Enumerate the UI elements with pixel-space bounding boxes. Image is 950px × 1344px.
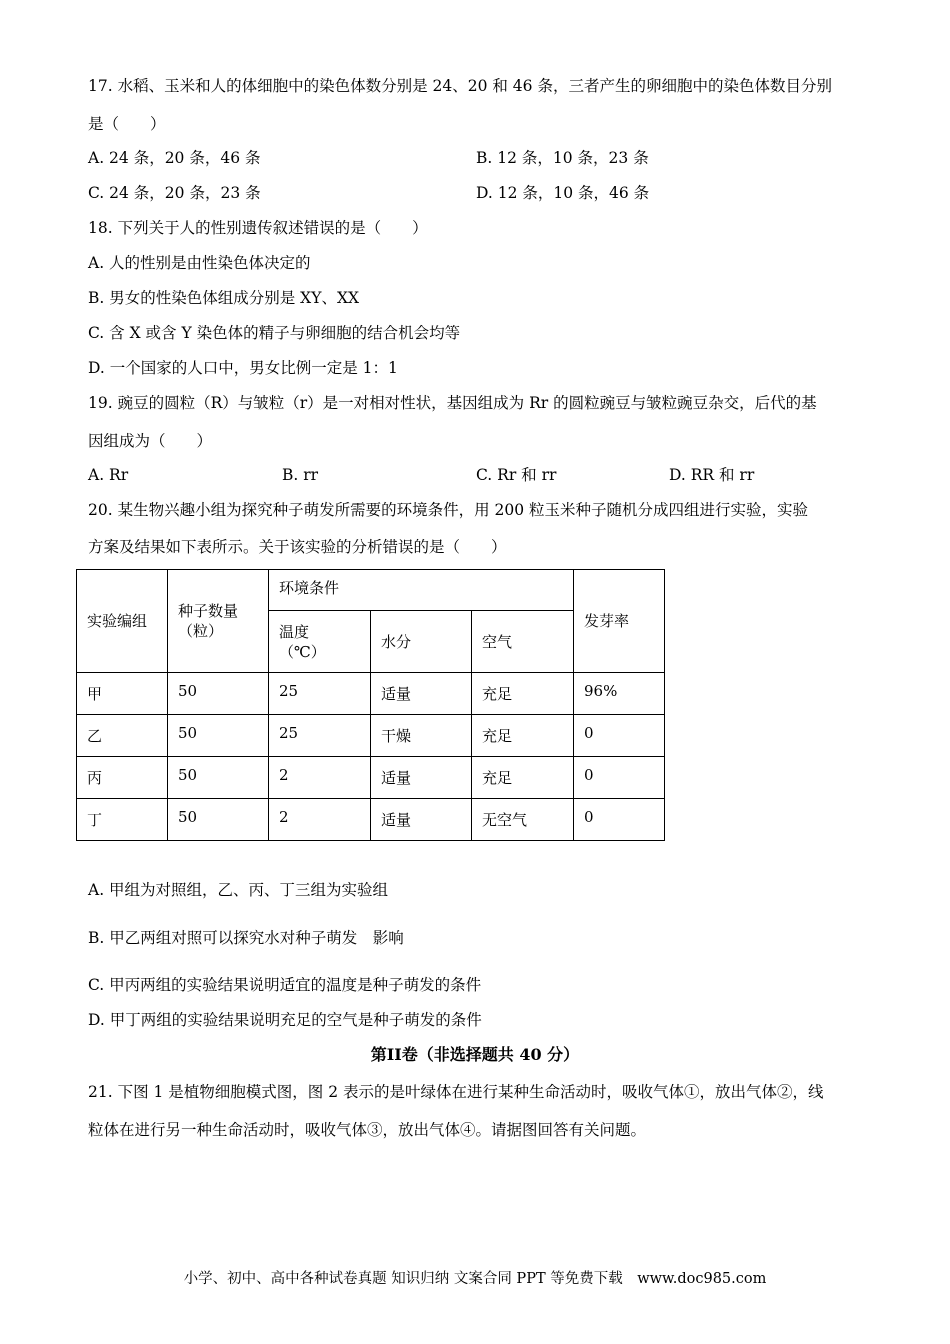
q18-option-c: C. 含 X 或含 Y 染色体的精子与卵细胞的结合机会均等 xyxy=(88,324,461,342)
q21-stem-line1: 21. 下图 1 是植物细胞模式图，图 2 表示的是叶绿体在进行某种生命活动时，吸收气体①，放出气体②，线 xyxy=(88,1083,824,1101)
cell-air: 无空气 xyxy=(472,799,574,841)
q18-stem: 18. 下列关于人的性别遗传叙述错误的是（ ） xyxy=(88,219,428,237)
cell-group: 甲 xyxy=(77,673,168,715)
q20-stem-line2: 方案及结果如下表所示。关于该实验的分析错误的是（ ） xyxy=(88,538,507,556)
cell-air: 充足 xyxy=(472,673,574,715)
cell-temp: 25 xyxy=(269,673,371,715)
cell-rate: 0 xyxy=(574,799,665,841)
q19-stem-line2: 因组成为（ ） xyxy=(88,432,213,450)
cell-water: 干燥 xyxy=(371,715,472,757)
header-group: 实验编组 xyxy=(77,570,168,673)
q19-option-a: A. Rr xyxy=(88,466,129,484)
q17-stem-line2: 是（ ） xyxy=(88,115,166,133)
q20-option-d: D. 甲丁两组的实验结果说明充足的空气是种子萌发的条件 xyxy=(88,1011,482,1029)
header-temp-line1: 温度 xyxy=(279,622,310,641)
cell-water: 适量 xyxy=(371,799,472,841)
header-air: 空气 xyxy=(472,611,574,673)
q18-option-d: D. 一个国家的人口中，男女比例一定是 1：1 xyxy=(88,359,398,377)
cell-seeds: 50 xyxy=(168,673,269,715)
cell-air: 充足 xyxy=(472,757,574,799)
header-env: 环境条件 xyxy=(269,570,574,611)
q19-option-d: D. RR 和 rr xyxy=(669,466,755,484)
cell-rate: 0 xyxy=(574,715,665,757)
q18-option-b: B. 男女的性染色体组成分别是 XY、XX xyxy=(88,289,360,307)
q19-stem-line1: 19. 豌豆的圆粒（R）与皱粒（r）是一对相对性状，基因组成为 Rr 的圆粒豌豆与皱粒豌豆杂交，后代的基 xyxy=(88,394,817,412)
cell-group: 乙 xyxy=(77,715,168,757)
cell-water: 适量 xyxy=(371,673,472,715)
cell-air: 充足 xyxy=(472,715,574,757)
footer-watermark: 小学、初中、高中各种试卷真题 知识归纳 文案合同 PPT 等免费下载 www.doc985.com xyxy=(183,1271,767,1287)
q17-stem-line1: 17. 水稻、玉米和人的体细胞中的染色体数分别是 24、20 和 46 条，三者产生的卵细胞中的染色体数目分别 xyxy=(88,77,832,95)
header-seeds-line2: （粒） xyxy=(178,622,224,640)
header-rate: 发芽率 xyxy=(574,570,665,673)
q20-option-c: C. 甲丙两组的实验结果说明适宜的温度是种子萌发的条件 xyxy=(88,976,482,994)
q19-option-b: B. rr xyxy=(282,466,319,484)
cell-seeds: 50 xyxy=(168,757,269,799)
cell-group: 丙 xyxy=(77,757,168,799)
q21-stem-line2: 粒体在进行另一种生命活动时，吸收气体③，放出气体④。请据图回答有关问题。 xyxy=(88,1121,647,1139)
q17-option-d: D. 12 条，10 条，46 条 xyxy=(476,184,650,202)
section-title: 第II卷（非选择题共 40 分） xyxy=(370,1045,580,1064)
header-seeds xyxy=(168,570,269,673)
table-row xyxy=(77,799,665,841)
cell-temp: 2 xyxy=(269,757,371,799)
header-water: 水分 xyxy=(371,611,472,673)
q17-option-a: A. 24 条，20 条，46 条 xyxy=(88,149,261,167)
q17-option-b: B. 12 条，10 条，23 条 xyxy=(476,149,649,167)
cell-rate: 0 xyxy=(574,757,665,799)
cell-seeds: 50 xyxy=(168,715,269,757)
table-row xyxy=(77,757,665,799)
cell-rate: 96% xyxy=(574,673,665,715)
cell-temp: 2 xyxy=(269,799,371,841)
experiment-table xyxy=(76,569,665,841)
q20-option-b: B. 甲乙两组对照可以探究水对种子萌发 影响 xyxy=(88,929,404,947)
table-row xyxy=(77,715,665,757)
header-seeds-line1: 种子数量 xyxy=(178,602,239,620)
q18-option-a: A. 人的性别是由性染色体决定的 xyxy=(88,254,311,272)
q17-option-c: C. 24 条，20 条，23 条 xyxy=(88,184,261,202)
header-temp xyxy=(269,611,371,673)
cell-group: 丁 xyxy=(77,799,168,841)
cell-temp: 25 xyxy=(269,715,371,757)
table-header-row-1 xyxy=(77,570,665,611)
q19-option-c: C. Rr 和 rr xyxy=(476,466,557,484)
table-row xyxy=(77,673,665,715)
q20-option-a: A. 甲组为对照组，乙、丙、丁三组为实验组 xyxy=(88,881,389,899)
header-temp-line2: （℃） xyxy=(279,642,326,661)
q20-stem-line1: 20. 某生物兴趣小组为探究种子萌发所需要的环境条件，用 200 粒玉米种子随机分成四组进行实验，实验 xyxy=(88,501,809,519)
cell-seeds: 50 xyxy=(168,799,269,841)
cell-water: 适量 xyxy=(371,757,472,799)
